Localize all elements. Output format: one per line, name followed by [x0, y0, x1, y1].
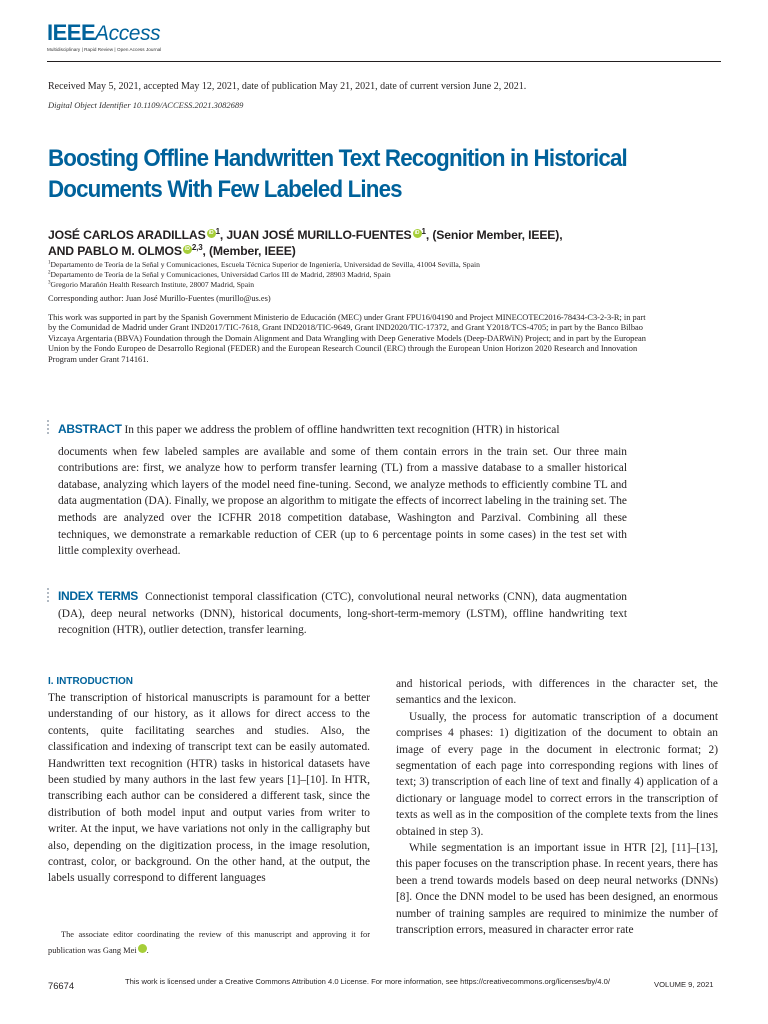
affiliation-text: Departamento de Teoría de la Señal y Comunicaciones, Escuela Técnica Superior de Ingeniería, Universidad de Sevilla, 41004 Sevilla, Spain: [50, 260, 480, 269]
affiliation: [48, 260, 480, 269]
header-rule: [47, 61, 721, 62]
logo-ieee-text: IEEE: [47, 20, 96, 45]
index-terms: [58, 588, 627, 639]
abstract: [58, 421, 627, 560]
logo-access-text: Access: [95, 22, 161, 45]
doi-line: Digital Object Identifier 10.1109/ACCESS.2021.3082689: [48, 100, 244, 110]
index-terms-dots-marker: [47, 588, 50, 604]
affiliation: [48, 280, 254, 289]
author-line-2: [48, 243, 296, 258]
section-heading: I. INTRODUCTION: [48, 676, 133, 687]
index-terms-text: Connectionist temporal classification (CTC), convolutional neural networks (CNN), data augmentation (DA), deep neural networks (DNN), historical documents, long-short-term-memory (LSTM), offline handwriting text recognition (HTR), outlier detection, transfer learning.: [58, 591, 627, 637]
author-membership: , (Senior Member, IEEE),: [425, 228, 563, 243]
author-line-1: JOSÉ CARLOS ARADILLAS iD $^1$, JUAN JOSÉ MURILLO-FUENTES iD $^1$, (Senior Member, IEEE),: [48, 227, 563, 243]
abstract-dots-marker: [47, 420, 50, 436]
abstract-first-line: [58, 421, 627, 439]
received-dates: Received May 5, 2021, accepted May 12, 2021, date of publication May 21, 2021, date of current version June 2, 2021.: [48, 81, 527, 92]
abstract-first-text: In this paper we address the problem of offline handwritten text recognition (HTR) in historical: [124, 424, 560, 436]
funding-statement: This work was supported in part by the Spanish Government Ministerio de Educación (MEC) under Grant FPU16/04190 and Project MINECOTEC2016-78434-C3-2-3-R; in part by the Comunidad de Madrid under Grant IND2017/TIC-7618, Grant IND2018/TIC-9649, Grant IND2020/TIC-17372, and Grant Y2018/TCS-4705; in part by the Banco Bilbao Vizcaya Argentaria (BBVA) Foundation through the Domain Alignment and Data Wrangling with Deep Generative Models (Deep-DARWiN) Project; and in part by the European Union by the Fondo Europeo de Desarrollo Regional (FEDER) and the European Research Council (ERC) through the European Union Horizon 2020 Research and Innovation Program under Grant 714161.: [48, 313, 646, 364]
author-membership: , (Member, IEEE): [202, 244, 296, 259]
ieee-access-logo: [47, 21, 187, 55]
right-paragraph: and historical periods, with differences in the character set, the semantics and the lexicon.: [396, 678, 718, 707]
author-affil-sup: 1: [421, 227, 426, 236]
orcid-icon[interactable]: iD: [183, 245, 192, 254]
author-name: JUAN JOSÉ MURILLO-FUENTES: [226, 228, 412, 243]
author-name: AND PABLO M. OLMOS: [48, 244, 182, 259]
orcid-icon[interactable]: iD: [413, 229, 422, 238]
right-column: [396, 676, 718, 939]
affiliation-text: Departamento de Teoría de la Señal y Comunicaciones, Universidad Carlos III de Madrid, 28903 Madrid, Spain: [50, 270, 391, 279]
author-affil-sup: 1: [215, 227, 220, 236]
paper-title: Boosting Offline Handwritten Text Recognition in Historical Documents With Few Labeled Lines: [48, 145, 627, 203]
footnote-text: The associate editor coordinating the review of this manuscript and approving it for publication was Gang Mei iD.: [48, 930, 370, 955]
volume-label: VOLUME 9, 2021: [654, 980, 714, 989]
license-notice[interactable]: This work is licensed under a Creative Commons Attribution 4.0 License. For more information, see https://creativecommons.org/licenses/by/4.0/: [125, 977, 610, 986]
orcid-icon[interactable]: iD: [138, 944, 147, 953]
index-terms-label: INDEX TERMS: [58, 589, 138, 603]
affiliation-number: 3: [48, 280, 51, 286]
logo-tagline: Multidisciplinary | Rapid Review | Open Access Journal: [47, 47, 162, 52]
affiliation-number: 1: [48, 260, 51, 266]
abstract-label: ABSTRACT: [58, 422, 122, 436]
right-paragraph: While segmentation is an important issue in HTR [2], [11]–[13], this paper focuses on the transcription phase. In recent years, there has been a trend towards models based on deep neural networks (DNNs) [8]. Once the DNN model to be used has been designed, an enormous number of training samples are required to minimize the number of transcription errors, measured in character error rate: [396, 842, 718, 937]
editor-footnote: [48, 927, 370, 959]
author-name: JOSÉ CARLOS ARADILLAS: [48, 228, 206, 243]
abstract-body: documents when few labeled samples are available and some of them contain errors in the train set. Our three main contributions are: first, we analyze how to perform transfer learning (TL) from a massive database to a smaller historical database, analyzing which layers of the model need fine-tuning. Second, we analyze methods to efficiently combine TL and data augmentation (DA). Finally, we propose an algorithm to mitigate the effects of incorrect labeling in the training set. The methods are analyzed over the ICFHR 2018 competition database, Washington and Parzival. Combining all these techniques, we demonstrate a remarkable reduction of CER (up to 6 percentage points in some cases) in the test set with little complexity overhead.: [58, 445, 627, 558]
corresponding-author: Corresponding author: Juan José Murillo-Fuentes (murillo@us.es): [48, 294, 271, 303]
page-number: 76674: [48, 980, 75, 991]
affiliation-text: Gregorio Marañón Health Research Institute, 28007 Madrid, Spain: [50, 280, 255, 289]
affiliation: [48, 270, 391, 279]
left-column-text: The transcription of historical manuscripts is paramount for a better understanding of our history, as it allows for direct access to the contents, quite facilitating searches and studies. Also, the classification and indexing of transcript text can be easily automated. Handwritten text recognition (HTR) tasks in historical datasets have been studied by many authors in the last few years [1]–[10]. In HTR, transcribing each author can be considered a different task, since the distribution of both model input and output varies from writer to writer. At the input, we have variations not only in the calligraphy but also, depending on the digitization process, in the image resolution, contrast, color, or background. On the other hand, at the output, the labels usually correspond to different languages: [48, 692, 370, 885]
author-affil-sup: 2,3: [191, 243, 203, 252]
right-paragraph: Usually, the process for automatic transcription of a document comprises 4 phases: 1) digitization of the document to obtain an image of every page in the document in electronic format; 2) segmentation of each page into corresponding regions with lines of text; 3) transcription of each line of text and finally 4) application of a dictionary or language model to correct errors in the transcription of texts as well as in the composition of the complete texts from the lines obtained in step 3).: [396, 710, 718, 838]
orcid-icon[interactable]: iD: [207, 229, 216, 238]
affiliation-number: 2: [48, 270, 51, 276]
footnote-body: The associate editor coordinating the review of this manuscript and approving it for publication was Gang Mei: [48, 930, 370, 955]
